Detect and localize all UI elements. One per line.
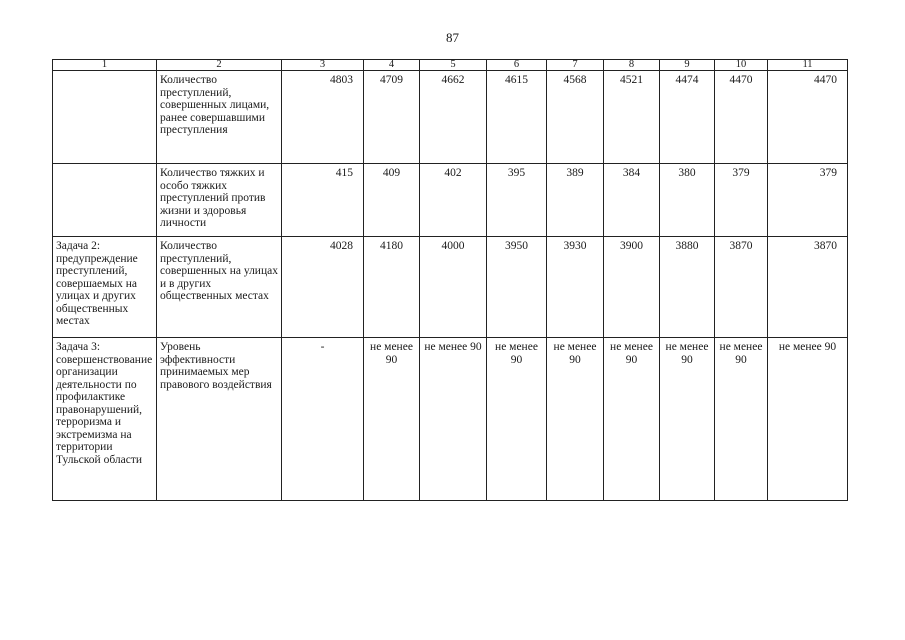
value-cell: 4470 — [715, 71, 768, 164]
column-number: 10 — [715, 60, 768, 71]
value-cell: 4028 — [282, 237, 364, 338]
value-cell: 389 — [547, 164, 604, 237]
column-number-row — [53, 60, 848, 71]
value-cell: не менее 90 — [364, 338, 420, 501]
indicator-cell: Уровень эффективности принимаемых мер правового воздействия — [157, 338, 282, 501]
task-cell: Задача 2: предупреждение преступлений, совершаемых на улицах и других общественных местах — [53, 237, 157, 338]
column-number: 7 — [547, 60, 604, 71]
value-cell: 395 — [487, 164, 547, 237]
column-number: 9 — [660, 60, 715, 71]
value-cell: 3950 — [487, 237, 547, 338]
value-cell: 402 — [420, 164, 487, 237]
value-cell: не менее 90 — [768, 338, 848, 501]
value-cell: 379 — [715, 164, 768, 237]
value-cell: 4662 — [420, 71, 487, 164]
column-number: 1 — [53, 60, 157, 71]
table-row — [53, 237, 848, 338]
value-cell: 3870 — [715, 237, 768, 338]
task-cell — [53, 164, 157, 237]
value-cell: 3900 — [604, 237, 660, 338]
table-row — [53, 164, 848, 237]
value-cell: 379 — [768, 164, 848, 237]
indicator-cell: Количество тяжких и особо тяжких преступлений против жизни и здоровья личности — [157, 164, 282, 237]
value-cell: не менее 90 — [604, 338, 660, 501]
indicators-table — [52, 59, 848, 501]
column-number: 3 — [282, 60, 364, 71]
value-cell: 4615 — [487, 71, 547, 164]
value-cell: 4521 — [604, 71, 660, 164]
value-cell: 4803 — [282, 71, 364, 164]
column-number: 11 — [768, 60, 848, 71]
table-row — [53, 71, 848, 164]
value-cell: 3930 — [547, 237, 604, 338]
page-number: 87 — [446, 30, 459, 45]
column-number: 4 — [364, 60, 420, 71]
value-cell: не менее 90 — [487, 338, 547, 501]
column-number: 6 — [487, 60, 547, 71]
value-cell: не менее 90 — [420, 338, 487, 501]
value-cell: 4180 — [364, 237, 420, 338]
value-cell: 380 — [660, 164, 715, 237]
column-number: 2 — [157, 60, 282, 71]
column-number: 5 — [420, 60, 487, 71]
value-cell: 3880 — [660, 237, 715, 338]
value-cell: 4709 — [364, 71, 420, 164]
indicator-cell: Количество преступлений, совершенных лицами, ранее совершавшими преступления — [157, 71, 282, 164]
value-cell: 4474 — [660, 71, 715, 164]
value-cell: - — [282, 338, 364, 501]
value-cell: не менее 90 — [660, 338, 715, 501]
table-row — [53, 338, 848, 501]
value-cell: 415 — [282, 164, 364, 237]
value-cell: 4568 — [547, 71, 604, 164]
task-cell — [53, 71, 157, 164]
value-cell: 384 — [604, 164, 660, 237]
indicator-cell: Количество преступлений, совершенных на улицах и в других общественных местах — [157, 237, 282, 338]
value-cell: не менее 90 — [547, 338, 604, 501]
value-cell: 409 — [364, 164, 420, 237]
value-cell: 4000 — [420, 237, 487, 338]
value-cell: не менее 90 — [715, 338, 768, 501]
value-cell: 3870 — [768, 237, 848, 338]
column-number: 8 — [604, 60, 660, 71]
task-cell: Задача 3: совершенствование организации деятельности по профилактике правонарушений, терроризма и экстремизма на территории Тульской области — [53, 338, 157, 501]
value-cell: 4470 — [768, 71, 848, 164]
